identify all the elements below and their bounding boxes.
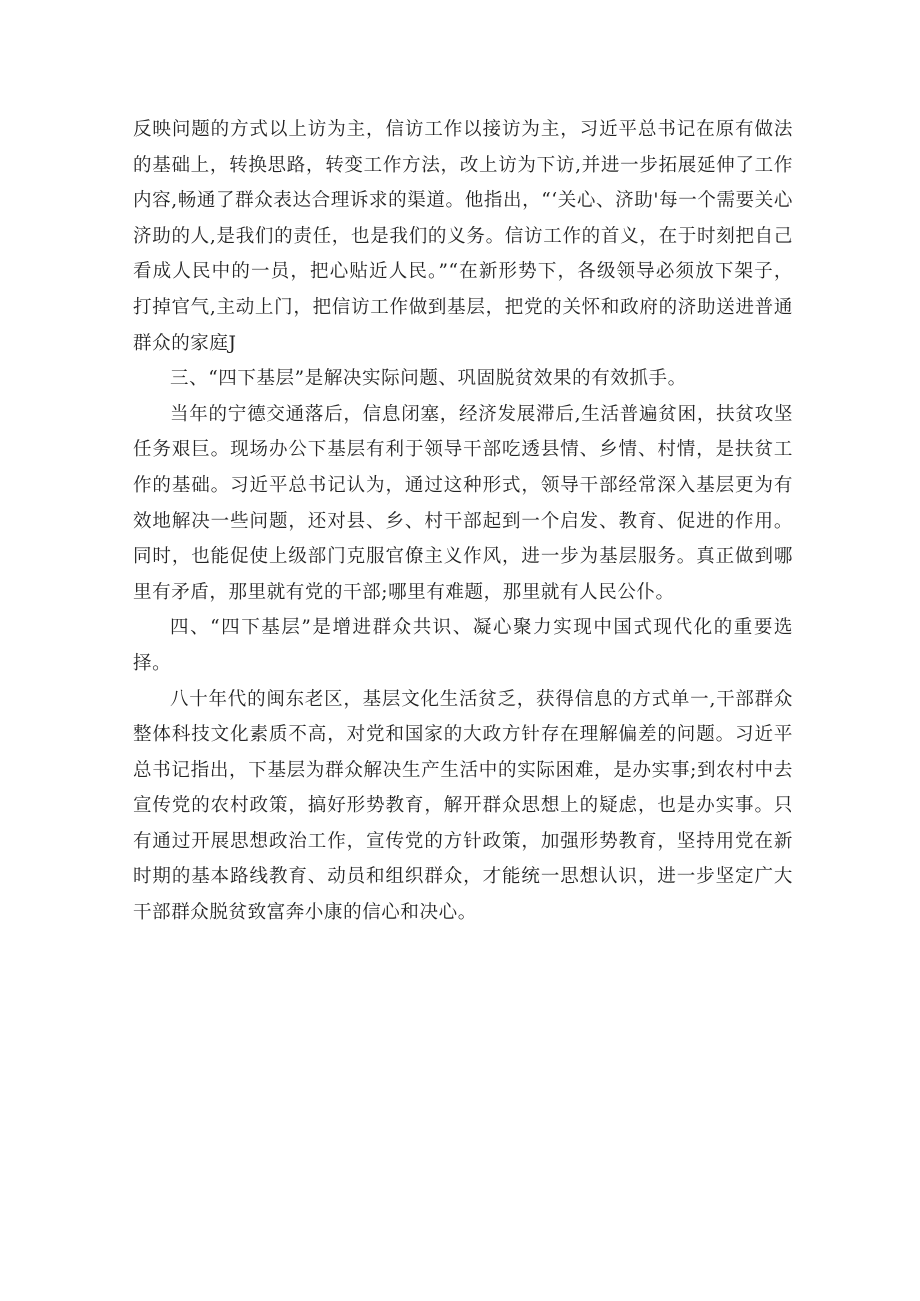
document-body bbox=[133, 112, 793, 931]
section-heading-three: 三、“四下基层”是解决实际问题、巩固脱贫效果的有效抓手。 bbox=[170, 368, 687, 390]
paragraph-mindong-culture: 八十年代的闽东老区，基层文化生活贫乏，获得信息的方式单一,干部群众整体科技文化素质不高，对党和国家的大政方针存在理解偏差的问题。习近平总书记指出，下基层为群众解决生产生活中的实际困难，是办实事;到农村中去宣传党的农村政策，搞好形势教育，解开群众思想上的疑虑，也是办实事。只有通过开展思想政治工作，宣传党的方针政策，加强形势教育，坚持用党在新时期的基本路线教育、动员和组织群众，才能统一思想认识，进一步坚定广大干部群众脱贫致富奔小康的信心和决心。 bbox=[133, 688, 793, 924]
section-heading-four: 四、“四下基层”是增进群众共识、凝心聚力实现中国式现代化的重要选择。 bbox=[133, 617, 793, 674]
paragraph-ningde-poverty: 当年的宁德交通落后，信息闭塞，经济发展滞后,生活普遍贫困，扶贫攻坚任务艰巨。现场办公下基层有利于领导干部吃透县情、乡情、村情，是扶贫工作的基础。习近平总书记认为，通过这种形式，领导干部经常深入基层更为有效地解决一些问题，还对县、乡、村干部起到一个启发、教育、促进的作用。同时，也能促使上级部门克服官僚主义作风，进一步为基层服务。真正做到哪里有矛盾，那里就有党的干部;哪里有难题，那里就有人民公仆。 bbox=[133, 403, 793, 603]
paragraph-continued: 反映问题的方式以上访为主，信访工作以接访为主，习近平总书记在原有做法的基础上，转换思路，转变工作方法，改上访为下访,并进一步拓展延伸了工作内容,畅通了群众表达合理诉求的渠道。他指出，“‘关心、济助'每一个需要关心济助的人,是我们的责任，也是我们的义务。信访工作的首义，在于时刻把自己看成人民中的一员，把心贴近人民。”“在新形势下，各级领导必须放下架子，打掉官气,主动上门，把信访工作做到基层，把党的关怀和政府的济助送进普通群众的家庭J bbox=[133, 119, 793, 354]
